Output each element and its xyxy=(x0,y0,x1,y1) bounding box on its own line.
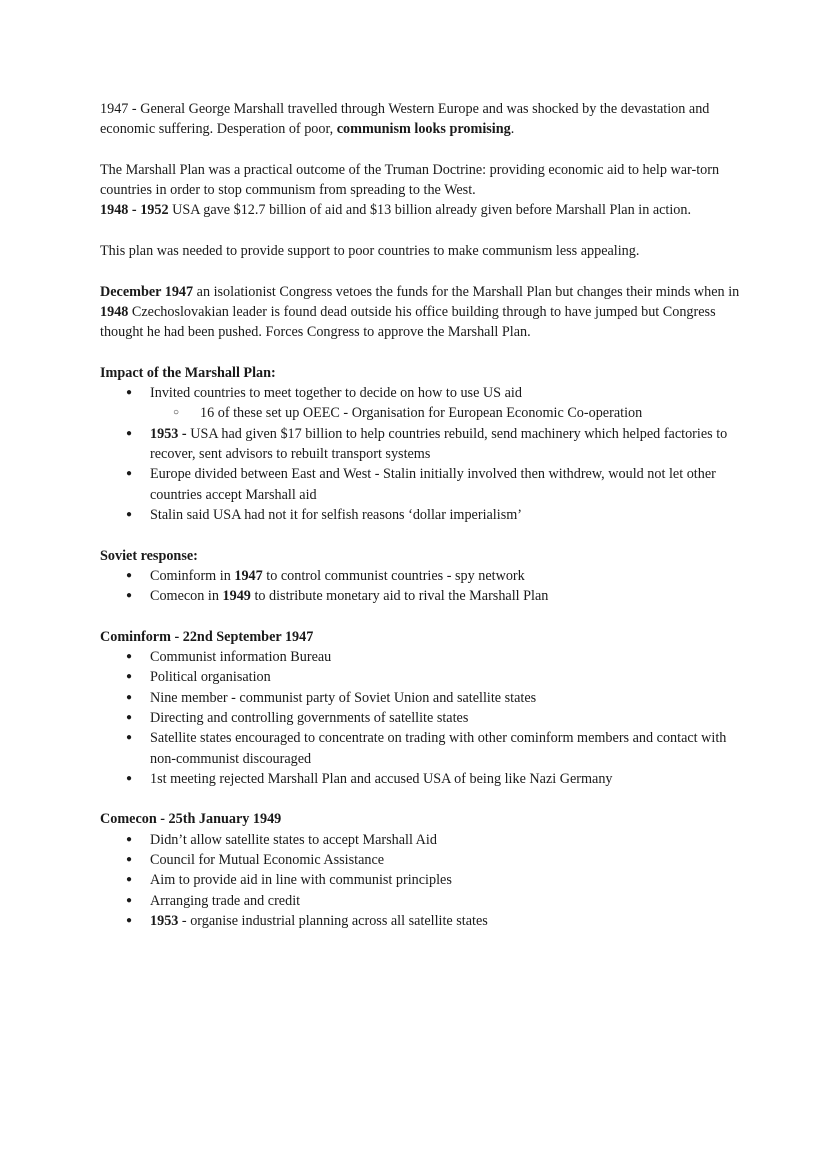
list-item: ● 1953 - USA had given $17 billion to help countries rebuild, send machinery which helped factories to recover, sent advisors to rebuilt transport systems xyxy=(126,425,728,463)
document-page xyxy=(100,99,740,931)
sub-list-item: ○ 16 of these set up OEEC - Organisation for European Economic Co-operation xyxy=(100,403,740,423)
list-item: ● Cominform in 1947 to control communist countries - spy network xyxy=(100,566,740,586)
aid-amount-paragraph: 1948 - 1952 USA gave $12.7 billion of aid and $13 billion already given before Marshall Plan in action. xyxy=(100,202,692,219)
list-item: ● 1953 - organise industrial planning across all satellite states xyxy=(100,911,740,931)
bullet-icon: ● xyxy=(126,427,133,439)
list-item: ● Communist information Bureau xyxy=(100,647,740,667)
bullet-icon: ● xyxy=(126,569,133,581)
bullet-icon: ● xyxy=(126,894,133,906)
impact-list xyxy=(100,383,740,525)
comecon-heading: Comecon - 25th January 1949 xyxy=(100,811,282,828)
bullet-icon: ● xyxy=(126,468,133,480)
intro-paragraph: 1947 - General George Marshall travelled through Western Europe and was shocked by the devastation and economic suffering. Desperation of poor, communism looks promising. xyxy=(100,101,710,138)
list-item: ● 1st meeting rejected Marshall Plan and accused USA of being like Nazi Germany xyxy=(100,769,740,789)
impact-heading: Impact of the Marshall Plan: xyxy=(100,364,276,381)
bullet-icon: ● xyxy=(126,651,133,663)
intro-emphasis: communism looks promising xyxy=(336,121,511,138)
bullet-icon: ● xyxy=(126,833,133,845)
bullet-icon: ● xyxy=(126,853,133,865)
hollow-bullet-icon: ○ xyxy=(173,407,180,419)
bullet-icon: ● xyxy=(126,671,133,683)
bullet-icon: ● xyxy=(126,874,133,886)
bullet-icon: ● xyxy=(126,590,133,602)
list-item: ● Satellite states encouraged to concentrate on trading with other cominform members and contact with non-communist discouraged xyxy=(126,730,727,767)
congress-paragraph: December 1947 an isolationist Congress vetoes the funds for the Marshall Plan but changes their minds when in 1948 Czechoslovakian leader is found dead outside his office building through to have jumped but Congress thought he had been pushed. Forces Congress to approve the Marshall Plan. xyxy=(100,283,740,341)
list-item: ● Comecon in 1949 to distribute monetary aid to rival the Marshall Plan xyxy=(100,586,740,606)
list-item: ● Nine member - communist party of Soviet Union and satellite states xyxy=(100,688,740,708)
list-item: ● Aim to provide aid in line with communist principles xyxy=(100,870,740,890)
bullet-icon: ● xyxy=(126,387,133,399)
bullet-icon: ● xyxy=(126,772,133,784)
bullet-icon: ● xyxy=(126,914,133,926)
bullet-icon: ● xyxy=(126,508,133,520)
cominform-heading: Cominform - 22nd September 1947 xyxy=(100,628,314,645)
bullet-icon: ● xyxy=(126,732,133,744)
list-item: ● Political organisation xyxy=(100,667,740,687)
bullet-icon: ● xyxy=(126,691,133,703)
soviet-response-heading: Soviet response: xyxy=(100,547,198,564)
list-item: ● Arranging trade and credit xyxy=(100,891,740,911)
soviet-list xyxy=(100,566,740,607)
list-item: ● Europe divided between East and West - Stalin initially involved then withdrew, would not let other countries accept Marshall aid xyxy=(126,466,716,503)
comecon-list xyxy=(100,830,740,931)
list-item: ● Council for Mutual Economic Assistance xyxy=(100,850,740,870)
list-item: ● Directing and controlling governments of satellite states xyxy=(100,708,740,728)
list-item: ● Didn’t allow satellite states to accept Marshall Aid xyxy=(100,830,740,850)
cominform-list xyxy=(100,647,740,789)
list-item: ● Invited countries to meet together to decide on how to use US aid xyxy=(100,383,740,403)
marshall-plan-paragraph: The Marshall Plan was a practical outcome of the Truman Doctrine: providing economic aid to help war-torn countries in order to stop communism from spreading to the West. xyxy=(100,161,720,199)
bullet-icon: ● xyxy=(126,711,133,723)
plan-purpose-paragraph: This plan was needed to provide support to poor countries to make communism less appealing. xyxy=(100,243,640,260)
list-item: ● Stalin said USA had not it for selfish reasons ‘dollar imperialism’ xyxy=(100,505,740,525)
